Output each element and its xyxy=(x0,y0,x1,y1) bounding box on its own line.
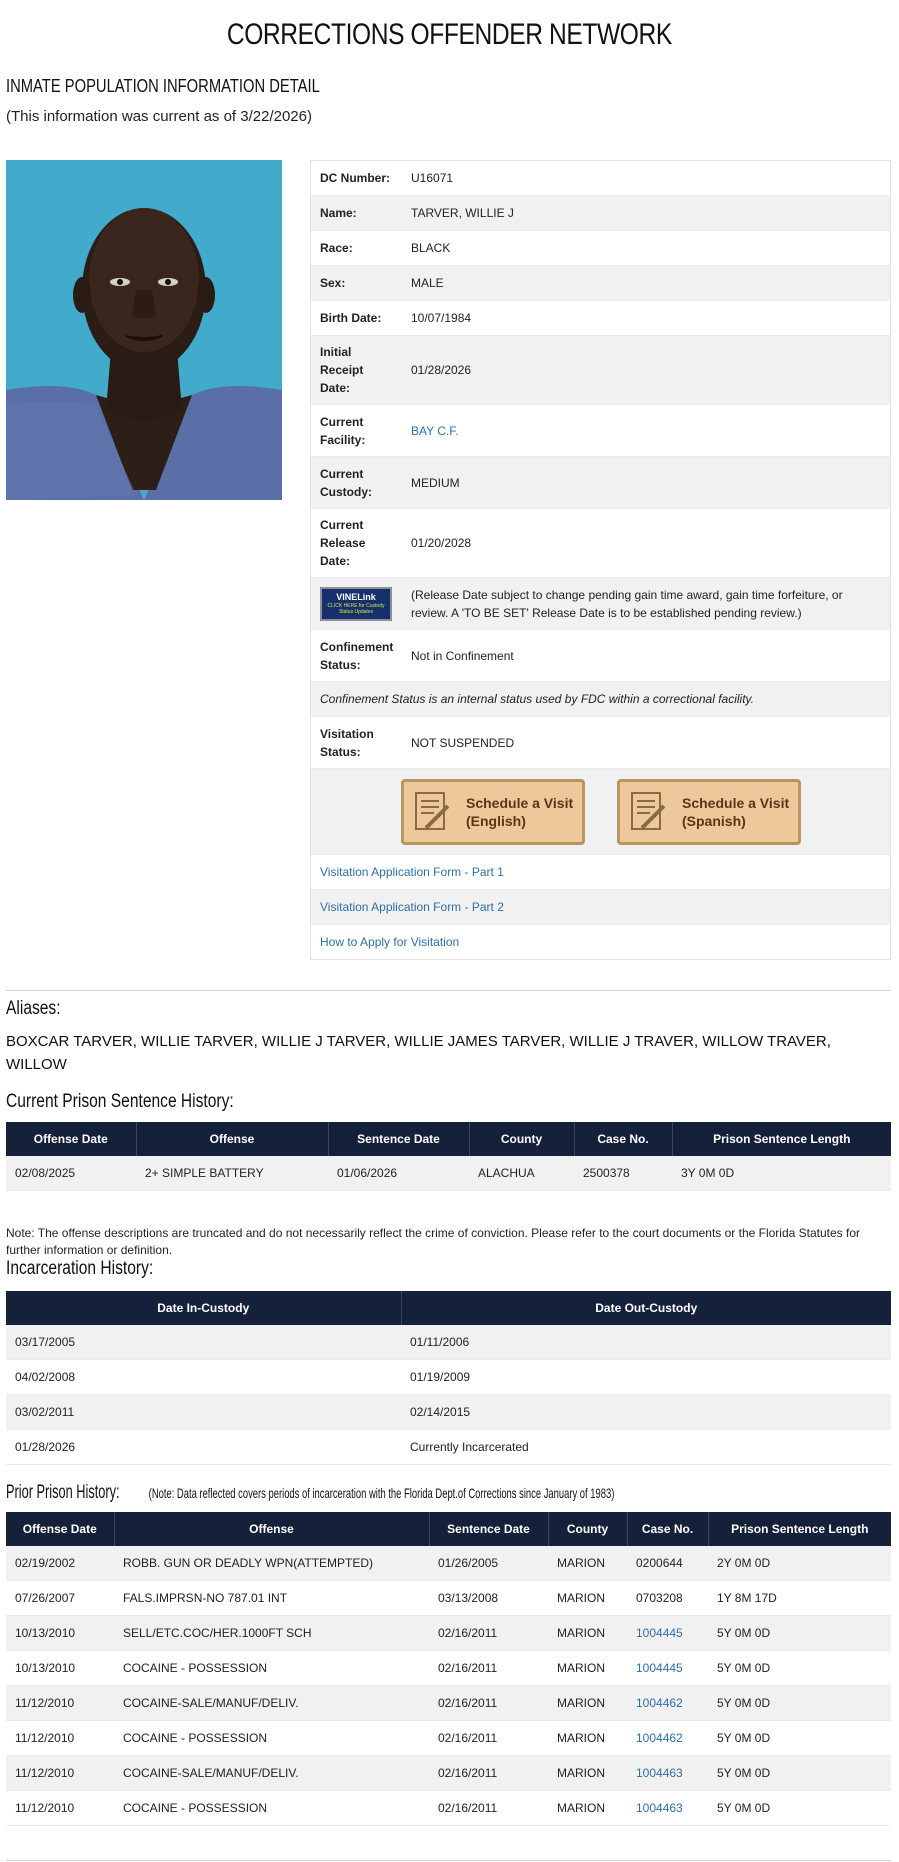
current-sentence-heading: Current Prison Sentence History: xyxy=(6,1091,234,1112)
table-cell: 02/16/2011 xyxy=(429,1756,548,1791)
birth-date-row: Birth Date: 10/07/1984 xyxy=(311,301,890,336)
table-cell: 02/16/2011 xyxy=(429,1651,548,1686)
table-cell: 11/12/2010 xyxy=(6,1686,114,1721)
table-cell: MARION xyxy=(548,1651,627,1686)
table-cell xyxy=(627,1756,708,1791)
vine-row xyxy=(311,578,890,630)
table-cell: 5Y 0M 0D xyxy=(708,1721,891,1756)
table-cell: 10/13/2010 xyxy=(6,1651,114,1686)
visitation-form-part-2-link[interactable]: Visitation Application Form - Part 2 xyxy=(320,900,504,914)
confinement-note-row: Confinement Status is an internal status used by FDC within a correctional facility. xyxy=(311,682,890,717)
data-currency-note: (This information was current as of 3/22/2026) xyxy=(6,108,312,125)
release-date-note: (Release Date subject to change pending gain time award, gain time forfeiture, or review. A 'TO BE SET' Release Date is to be established pending review.) xyxy=(411,587,843,620)
table-cell: 02/19/2002 xyxy=(6,1546,114,1581)
custody-row: Current Custody: MEDIUM xyxy=(311,457,890,509)
case-number-link[interactable]: 1004445 xyxy=(636,1661,683,1675)
confinement-value: Not in Confinement xyxy=(411,648,514,663)
document-pencil-icon xyxy=(628,790,672,834)
table-row xyxy=(6,1791,891,1826)
table-cell: COCAINE-SALE/MANUF/DELIV. xyxy=(114,1686,429,1721)
table-cell: MARION xyxy=(548,1756,627,1791)
table-cell xyxy=(627,1721,708,1756)
table-row xyxy=(6,1721,891,1756)
initial-receipt-value: 01/28/2026 xyxy=(411,363,472,377)
how-to-apply-link[interactable]: How to Apply for Visitation xyxy=(320,935,460,949)
table-cell: COCAINE - POSSESSION xyxy=(114,1721,429,1756)
aliases-list: BOXCAR TARVER, WILLIE TARVER, WILLIE J TARVER, WILLIE JAMES TARVER, WILLIE J TRAVER, WILLOW TRAVER, WILLOW xyxy=(6,1033,831,1073)
table-cell: MARION xyxy=(548,1721,627,1756)
race-row: Race: BLACK xyxy=(311,231,890,266)
facility-row: Current Facility: BAY C.F. xyxy=(311,405,890,457)
name-value: TARVER, WILLIE J xyxy=(411,206,514,220)
inmate-photo xyxy=(6,160,282,500)
table-cell: 02/16/2011 xyxy=(429,1791,548,1826)
prior-history-heading: Prior Prison History: (Note: Data reflected covers periods of incarceration with the Florida Dept.of Corrections since January of 1983) xyxy=(6,1482,615,1503)
table-cell: 2500378 xyxy=(574,1156,672,1191)
current-sentence-table xyxy=(6,1122,891,1191)
table-cell: COCAINE-SALE/MANUF/DELIV. xyxy=(114,1756,429,1791)
table-cell: 5Y 0M 0D xyxy=(708,1791,891,1826)
table-cell: 02/14/2015 xyxy=(401,1395,891,1430)
table-cell: 01/11/2006 xyxy=(401,1325,891,1360)
table-cell: 0200644 xyxy=(627,1546,708,1581)
column-header: County xyxy=(469,1122,574,1156)
table-row xyxy=(6,1651,891,1686)
facility-link[interactable]: BAY C.F. xyxy=(411,423,459,438)
table-header-row xyxy=(6,1122,891,1156)
case-number-link[interactable]: 1004462 xyxy=(636,1731,683,1745)
prior-history-note: (Note: Data reflected covers periods of incarceration with the Florida Dept.of Corrections since January of 1983) xyxy=(148,1485,615,1501)
table-cell: 02/16/2011 xyxy=(429,1686,548,1721)
table-cell xyxy=(627,1651,708,1686)
table-cell: 03/13/2008 xyxy=(429,1581,548,1616)
table-cell: 02/16/2011 xyxy=(429,1721,548,1756)
column-header: Date In-Custody xyxy=(6,1291,401,1325)
table-header-row xyxy=(6,1512,891,1546)
case-number-link[interactable]: 1004462 xyxy=(636,1696,683,1710)
divider xyxy=(6,1860,891,1861)
initial-receipt-row: Initial Receipt Date: 01/28/2026 xyxy=(311,336,890,405)
table-cell: MARION xyxy=(548,1546,627,1581)
table-cell: 03/02/2011 xyxy=(6,1395,401,1430)
table-cell: ROBB. GUN OR DEADLY WPN(ATTEMPTED) xyxy=(114,1546,429,1581)
table-cell: 2Y 0M 0D xyxy=(708,1546,891,1581)
table-cell: 01/26/2005 xyxy=(429,1546,548,1581)
case-number-link[interactable]: 1004445 xyxy=(636,1626,683,1640)
table-row xyxy=(6,1546,891,1581)
table-cell: 10/13/2010 xyxy=(6,1616,114,1651)
table-row xyxy=(6,1395,891,1430)
table-cell: 11/12/2010 xyxy=(6,1721,114,1756)
page-title: CORRECTIONS OFFENDER NETWORK xyxy=(226,18,672,51)
table-cell: 5Y 0M 0D xyxy=(708,1756,891,1791)
aliases-heading: Aliases: xyxy=(6,998,61,1019)
table-cell: 03/17/2005 xyxy=(6,1325,401,1360)
column-header: County xyxy=(548,1512,627,1546)
table-cell: COCAINE - POSSESSION xyxy=(114,1791,429,1826)
table-cell: 11/12/2010 xyxy=(6,1756,114,1791)
column-header: Case No. xyxy=(574,1122,672,1156)
column-header: Sentence Date xyxy=(429,1512,548,1546)
table-cell: 07/26/2007 xyxy=(6,1581,114,1616)
schedule-visit-english-button[interactable]: Schedule a Visit (English) xyxy=(401,779,585,845)
visitation-form-part-1-link[interactable]: Visitation Application Form - Part 1 xyxy=(320,865,504,879)
column-header: Offense xyxy=(114,1512,429,1546)
table-cell xyxy=(627,1686,708,1721)
table-cell: MARION xyxy=(548,1581,627,1616)
table-cell xyxy=(627,1791,708,1826)
page-subtitle: INMATE POPULATION INFORMATION DETAIL xyxy=(6,76,320,96)
table-row xyxy=(6,1156,891,1191)
prior-history-table xyxy=(6,1512,891,1826)
table-cell: COCAINE - POSSESSION xyxy=(114,1651,429,1686)
table-row xyxy=(6,1616,891,1651)
table-cell: 0703208 xyxy=(627,1581,708,1616)
visitation-value: NOT SUSPENDED xyxy=(411,735,515,750)
table-cell: 01/28/2026 xyxy=(6,1430,401,1465)
inmate-detail-panel xyxy=(310,160,891,960)
table-row xyxy=(6,1360,891,1395)
table-cell: MARION xyxy=(548,1791,627,1826)
how-to-apply-row xyxy=(311,925,890,959)
confinement-row: Confinement Status: Not in Confinement xyxy=(311,630,890,682)
column-header: Prison Sentence Length xyxy=(672,1122,891,1156)
table-row xyxy=(6,1325,891,1360)
column-header: Sentence Date xyxy=(328,1122,469,1156)
visitation-form-2-row xyxy=(311,890,890,925)
birth-date-value: 10/07/1984 xyxy=(411,311,472,325)
table-cell: MARION xyxy=(548,1686,627,1721)
column-header: Offense Date xyxy=(6,1512,114,1546)
table-cell: 5Y 0M 0D xyxy=(708,1616,891,1651)
table-row xyxy=(6,1756,891,1791)
table-cell: 3Y 0M 0D xyxy=(672,1156,891,1191)
table-cell: MARION xyxy=(548,1616,627,1651)
visitation-row: Visitation Status: NOT SUSPENDED xyxy=(311,717,890,769)
sex-value: MALE xyxy=(411,276,444,290)
release-value: 01/20/2028 xyxy=(411,536,472,550)
vinelink-logo[interactable]: VINELink CLICK HERE for Custody Status Updates xyxy=(320,587,392,621)
table-cell: ALACHUA xyxy=(469,1156,574,1191)
schedule-visit-row xyxy=(311,769,890,855)
incarceration-heading: Incarceration History: xyxy=(6,1258,154,1279)
table-cell: FALS.IMPRSN-NO 787.01 INT xyxy=(114,1581,429,1616)
column-header: Prison Sentence Length xyxy=(708,1512,891,1546)
table-row xyxy=(6,1581,891,1616)
table-cell: 11/12/2010 xyxy=(6,1791,114,1826)
divider xyxy=(6,990,891,991)
table-cell: 02/08/2025 xyxy=(6,1156,136,1191)
table-cell: SELL/ETC.COC/HER.1000FT SCH xyxy=(114,1616,429,1651)
document-pencil-icon xyxy=(412,790,456,834)
name-row: Name: TARVER, WILLIE J xyxy=(311,196,890,231)
table-cell xyxy=(627,1616,708,1651)
visitation-form-1-row xyxy=(311,855,890,890)
table-cell: 2+ SIMPLE BATTERY xyxy=(136,1156,328,1191)
table-row xyxy=(6,1430,891,1465)
dc-number-value: U16071 xyxy=(411,171,454,185)
table-cell: Currently Incarcerated xyxy=(401,1430,891,1465)
table-cell: 04/02/2008 xyxy=(6,1360,401,1395)
custody-value: MEDIUM xyxy=(411,475,460,490)
table-cell: 01/06/2026 xyxy=(328,1156,469,1191)
table-header-row xyxy=(6,1291,891,1325)
incarceration-table xyxy=(6,1291,891,1465)
race-value: BLACK xyxy=(411,241,451,255)
column-header: Case No. xyxy=(627,1512,708,1546)
column-header: Offense Date xyxy=(6,1122,136,1156)
column-header: Date Out-Custody xyxy=(401,1291,891,1325)
dc-number-row: DC Number: U16071 xyxy=(311,161,890,196)
sex-row: Sex: MALE xyxy=(311,266,890,301)
table-cell: 5Y 0M 0D xyxy=(708,1651,891,1686)
table-cell: 1Y 8M 17D xyxy=(708,1581,891,1616)
offense-note: Note: The offense descriptions are truncated and do not necessarily reflect the crime of conviction. Please refer to the court documents or the Florida Statutes for further information or definition. xyxy=(6,1226,861,1257)
schedule-visit-spanish-button[interactable]: Schedule a Visit (Spanish) xyxy=(617,779,801,845)
table-row xyxy=(6,1686,891,1721)
column-header: Offense xyxy=(136,1122,328,1156)
case-number-link[interactable]: 1004463 xyxy=(636,1801,683,1815)
table-cell: 02/16/2011 xyxy=(429,1616,548,1651)
table-cell: 01/19/2009 xyxy=(401,1360,891,1395)
table-cell: 5Y 0M 0D xyxy=(708,1686,891,1721)
case-number-link[interactable]: 1004463 xyxy=(636,1766,683,1780)
release-row: Current Release Date: 01/20/2028 xyxy=(311,509,890,578)
